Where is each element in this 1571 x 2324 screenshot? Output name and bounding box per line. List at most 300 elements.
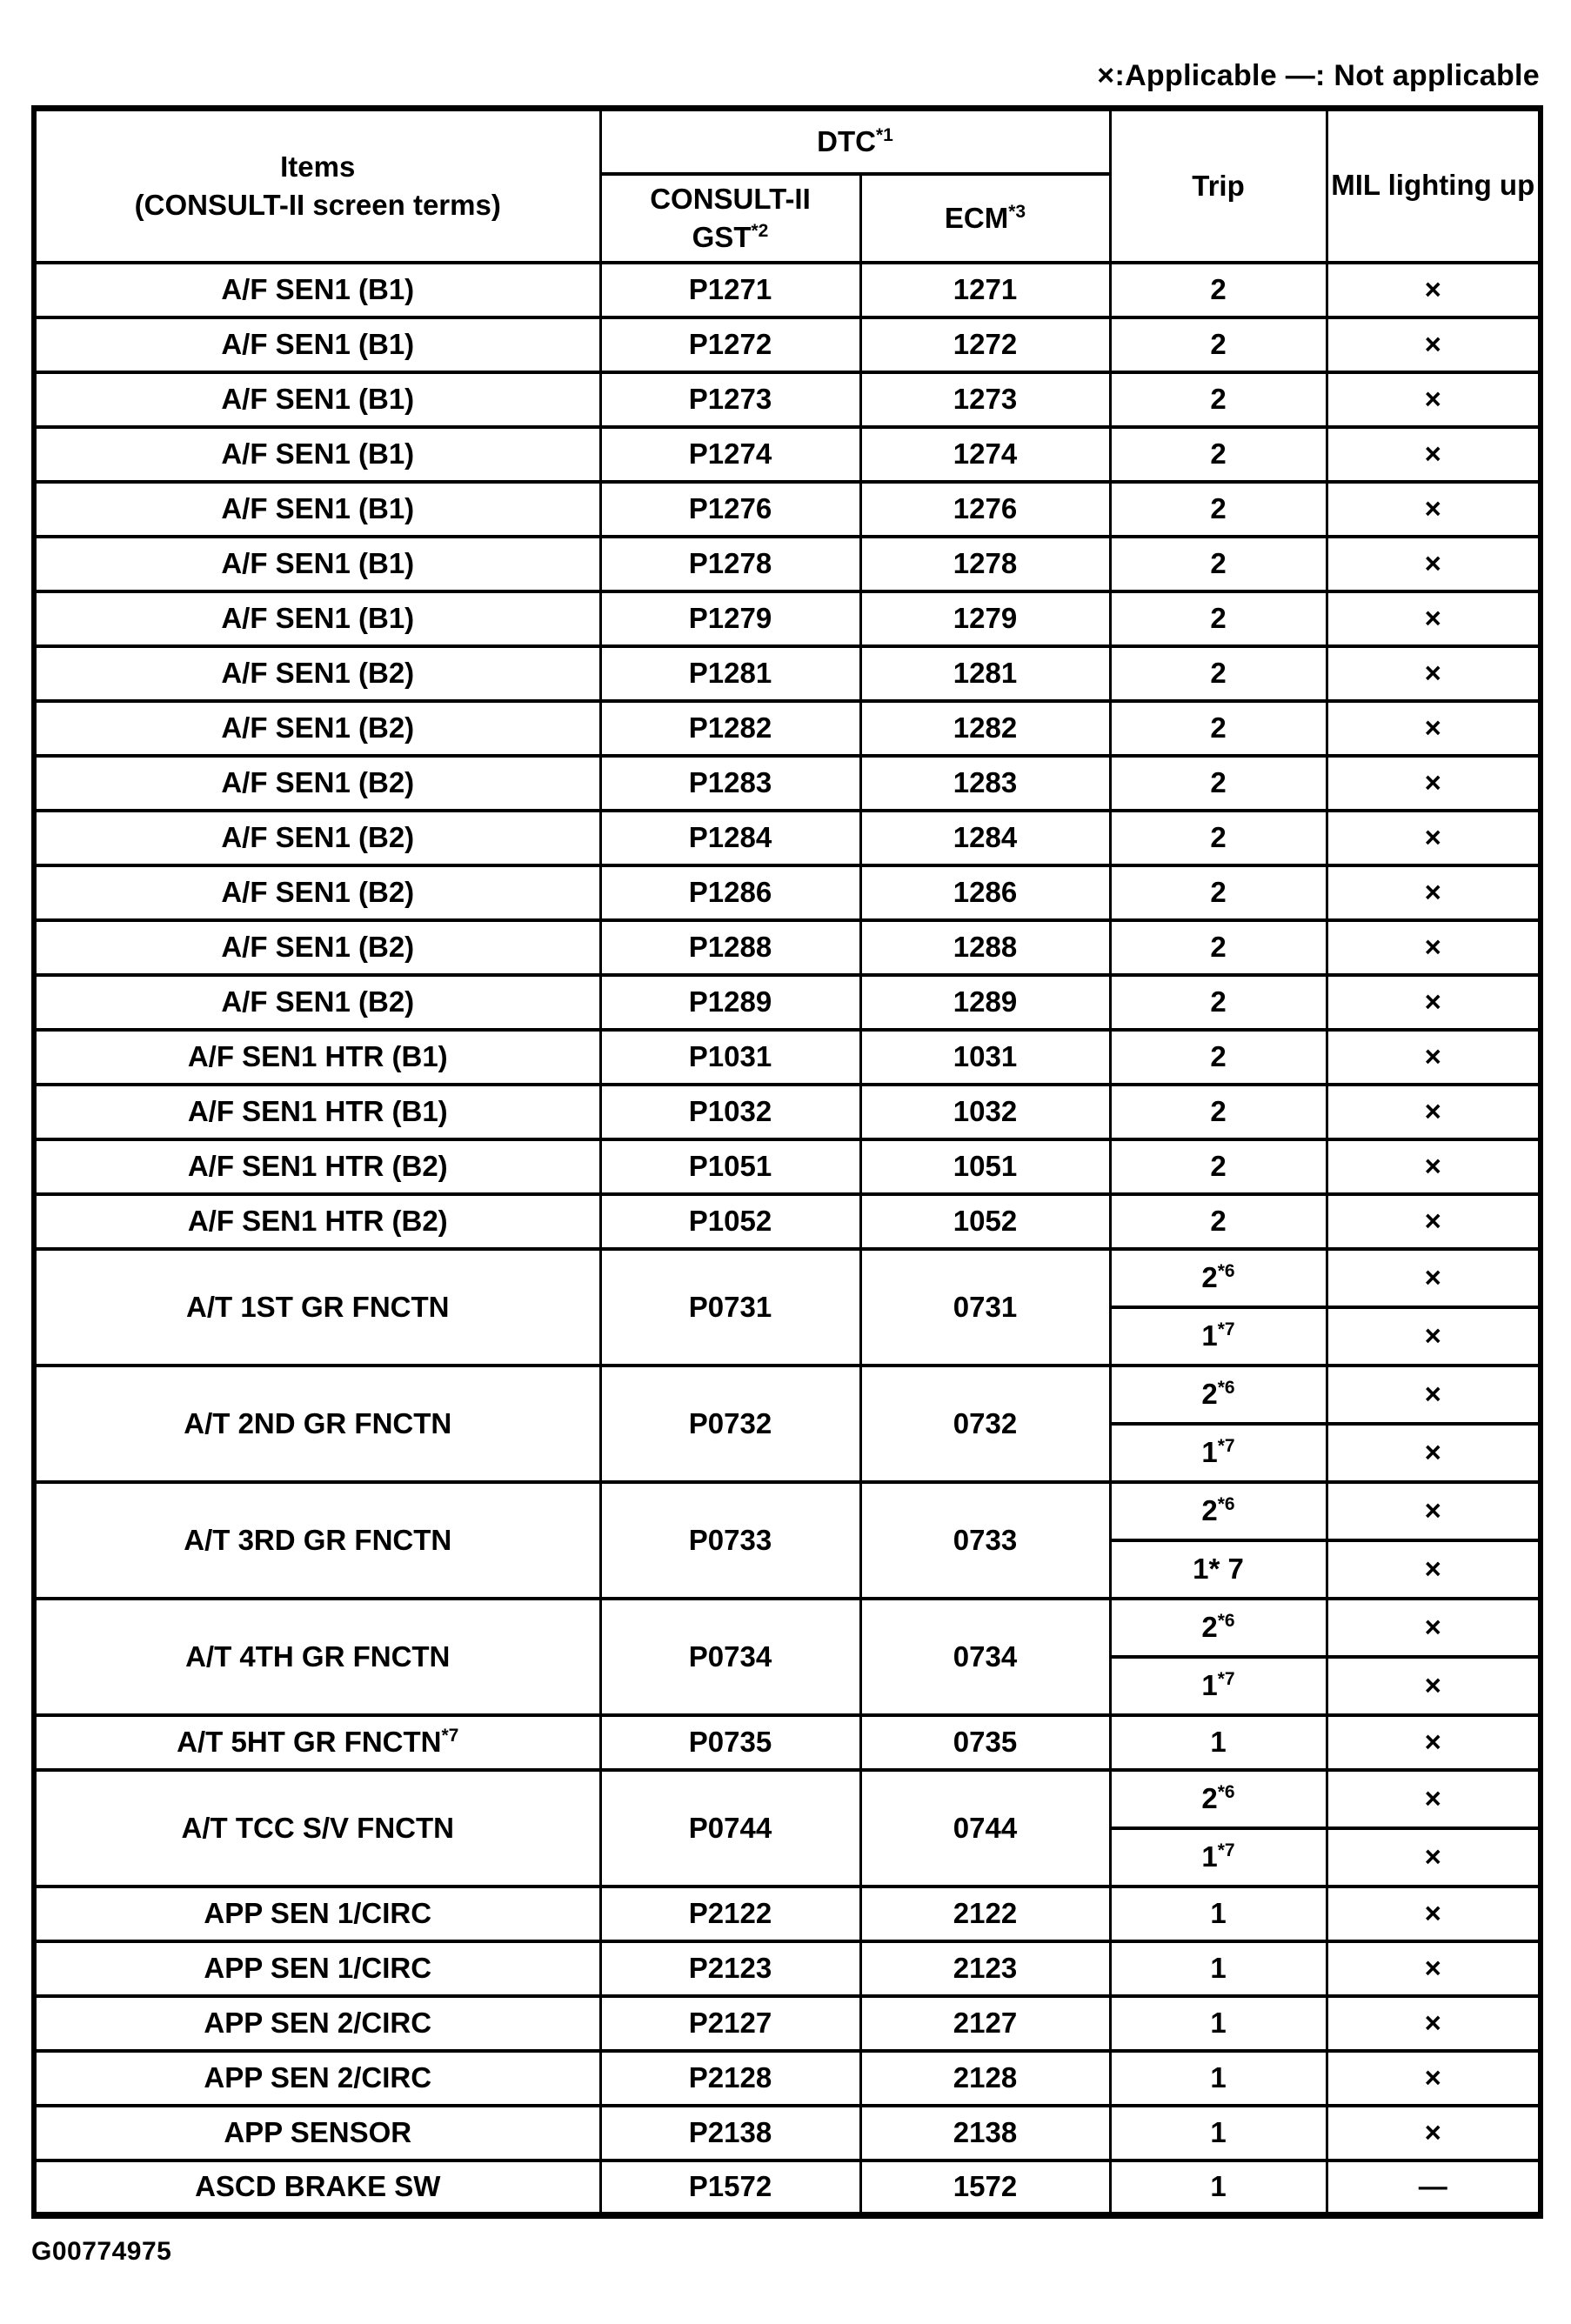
- trip-value: 2: [1201, 1782, 1218, 1814]
- gst-code-cell: [600, 591, 860, 646]
- trip-cell: [1110, 1249, 1327, 1307]
- gst-code-cell: [600, 1599, 860, 1715]
- mil-cell: [1327, 1941, 1541, 1996]
- gst-code-cell: [600, 1482, 860, 1599]
- mil-cell: [1327, 1715, 1541, 1770]
- table-row: [34, 2106, 1541, 2160]
- mil-value: ×: [1424, 2061, 1441, 2094]
- ecm-code: 1274: [953, 437, 1018, 470]
- mil-value: ×: [1424, 602, 1441, 634]
- ecm-code-cell: [860, 646, 1110, 701]
- ecm-code-cell: [860, 1770, 1110, 1887]
- trip-cell: [1110, 537, 1327, 591]
- item-cell: [34, 1887, 600, 1941]
- trip-cell: [1110, 865, 1327, 920]
- trip-value: 2: [1210, 931, 1227, 963]
- ecm-code-cell: [860, 1941, 1110, 1996]
- gst-code-cell: [600, 427, 860, 482]
- table-row: [34, 591, 1541, 646]
- item-cell: [34, 1249, 600, 1366]
- item-label: A/T 3RD GR FNCTN: [184, 1523, 452, 1556]
- mil-value: ×: [1424, 2007, 1441, 2039]
- mil-cell: [1327, 2106, 1541, 2160]
- item-cell: [34, 372, 600, 427]
- item-label: A/T 2ND GR FNCTN: [184, 1406, 452, 1439]
- trip-footnote: *7: [1217, 1669, 1235, 1689]
- mil-cell: [1327, 1482, 1541, 1540]
- item-cell: [34, 1770, 600, 1887]
- item-label: APP SEN 2/CIRC: [204, 2061, 432, 2094]
- header-row-1: [34, 109, 1541, 174]
- item-cell: [34, 1996, 600, 2051]
- trip-cell: [1110, 1139, 1327, 1194]
- ecm-code: 1273: [953, 383, 1018, 415]
- trip-cell: [1110, 811, 1327, 865]
- gst-code-cell: [600, 537, 860, 591]
- mil-value: ×: [1424, 1897, 1441, 1929]
- ecm-code: 2138: [953, 2116, 1018, 2148]
- gst-code: P0744: [688, 1811, 772, 1844]
- table-row: [34, 646, 1541, 701]
- ecm-code-cell: [860, 701, 1110, 756]
- mil-value: ×: [1424, 1378, 1441, 1410]
- item-cell: [34, 1194, 600, 1249]
- ecm-code: 1286: [953, 876, 1018, 908]
- ecm-code-cell: [860, 975, 1110, 1030]
- item-label: A/F SEN1 (B1): [221, 328, 415, 360]
- item-label: APP SEN 2/CIRC: [204, 2007, 432, 2039]
- mil-value: —: [1418, 2170, 1447, 2202]
- trip-value: 2: [1210, 1040, 1227, 1072]
- header-dtc-label: DTC: [817, 124, 876, 157]
- mil-value: ×: [1424, 985, 1441, 1018]
- item-label: A/F SEN1 (B1): [221, 492, 415, 524]
- ecm-code-cell: [860, 811, 1110, 865]
- mil-value: ×: [1424, 1494, 1441, 1526]
- ecm-code-cell: [860, 427, 1110, 482]
- trip-footnote: *6: [1217, 1378, 1235, 1398]
- gst-code: P1278: [688, 547, 772, 579]
- mil-cell: [1327, 756, 1541, 811]
- item-cell: [34, 756, 600, 811]
- ecm-code: 1283: [953, 766, 1018, 798]
- trip-value: 1: [1210, 1726, 1227, 1758]
- item-label: A/F SEN1 (B1): [221, 602, 415, 634]
- gst-code-cell: [600, 975, 860, 1030]
- table-row: [34, 1139, 1541, 1194]
- ecm-code-cell: [860, 920, 1110, 975]
- table-row: [34, 482, 1541, 537]
- mil-value: ×: [1424, 1726, 1441, 1758]
- mil-value: ×: [1424, 876, 1441, 908]
- item-label: A/T 4TH GR FNCTN: [185, 1639, 451, 1673]
- trip-cell: [1110, 591, 1327, 646]
- mil-cell: [1327, 2051, 1541, 2106]
- gst-code-cell: [600, 317, 860, 372]
- mil-value: ×: [1424, 1150, 1441, 1182]
- item-cell: [34, 1030, 600, 1085]
- trip-cell: [1110, 1657, 1327, 1715]
- trip-cell: [1110, 2106, 1327, 2160]
- trip-cell: [1110, 2051, 1327, 2106]
- item-cell: [34, 975, 600, 1030]
- mil-value: ×: [1424, 1782, 1441, 1814]
- trip-value: 1: [1201, 1319, 1218, 1352]
- trip-cell: [1110, 646, 1327, 701]
- trip-cell: [1110, 372, 1327, 427]
- ecm-code-cell: [860, 1249, 1110, 1366]
- ecm-code-cell: [860, 1194, 1110, 1249]
- trip-cell: [1110, 1941, 1327, 1996]
- trip-value: 2: [1210, 1205, 1227, 1237]
- trip-value: 1: [1210, 1952, 1227, 1984]
- gst-code: P1572: [688, 2170, 772, 2202]
- ecm-code-cell: [860, 1599, 1110, 1715]
- trip-cell: [1110, 756, 1327, 811]
- mil-cell: [1327, 1030, 1541, 1085]
- table-row: [34, 317, 1541, 372]
- gst-code-cell: [600, 372, 860, 427]
- trip-cell: [1110, 1996, 1327, 2051]
- gst-code: P0732: [688, 1406, 772, 1439]
- gst-code: P1032: [688, 1095, 772, 1127]
- mil-value: ×: [1424, 1553, 1441, 1585]
- gst-code-cell: [600, 646, 860, 701]
- trip-footnote: *6: [1217, 1261, 1235, 1281]
- trip-value: 2: [1201, 1261, 1218, 1293]
- trip-cell: [1110, 1770, 1327, 1828]
- trip-value: 2: [1210, 1095, 1227, 1127]
- trip-value: 2: [1210, 273, 1227, 305]
- trip-cell: [1110, 1828, 1327, 1887]
- ecm-code: 0744: [953, 1811, 1018, 1844]
- trip-cell: [1110, 920, 1327, 975]
- item-label: APP SEN 1/CIRC: [204, 1897, 432, 1929]
- mil-value: ×: [1424, 328, 1441, 360]
- item-label: A/F SEN1 (B2): [221, 821, 415, 853]
- item-cell: [34, 263, 600, 317]
- mil-value: ×: [1424, 1205, 1441, 1237]
- item-label: APP SENSOR: [224, 2116, 412, 2148]
- mil-cell: [1327, 1657, 1541, 1715]
- gst-code: P1271: [688, 273, 772, 305]
- gst-code-cell: [600, 1996, 860, 2051]
- gst-code-cell: [600, 1194, 860, 1249]
- trip-value: 2: [1210, 985, 1227, 1018]
- ecm-code-cell: [860, 372, 1110, 427]
- trip-value: 2: [1210, 437, 1227, 470]
- ecm-code: 1288: [953, 931, 1018, 963]
- gst-code: P0733: [688, 1523, 772, 1556]
- trip-footnote: *7: [1217, 1319, 1235, 1339]
- trip-value: 2: [1201, 1611, 1218, 1643]
- mil-value: ×: [1424, 1611, 1441, 1643]
- gst-code: P1276: [688, 492, 772, 524]
- trip-cell: [1110, 1307, 1327, 1366]
- mil-value: ×: [1424, 547, 1441, 579]
- trip-cell: [1110, 1366, 1327, 1424]
- item-label: A/F SEN1 (B2): [221, 876, 415, 908]
- mil-value: ×: [1424, 1952, 1441, 1984]
- trip-cell: [1110, 2160, 1327, 2215]
- gst-code: P1273: [688, 383, 772, 415]
- gst-code: P2128: [688, 2061, 772, 2094]
- item-cell: [34, 537, 600, 591]
- table-row: [34, 1194, 1541, 1249]
- table-row: [34, 1085, 1541, 1139]
- item-cell: [34, 920, 600, 975]
- trip-cell: [1110, 1540, 1327, 1599]
- item-label: A/F SEN1 (B1): [221, 437, 415, 470]
- header-gst-label: GST: [692, 220, 752, 253]
- trip-cell: [1110, 701, 1327, 756]
- gst-code-cell: [600, 920, 860, 975]
- item-label: A/F SEN1 (B2): [221, 985, 415, 1018]
- gst-code: P1284: [688, 821, 772, 853]
- ecm-code-cell: [860, 482, 1110, 537]
- mil-value: ×: [1424, 1095, 1441, 1127]
- trip-footnote: *6: [1217, 1494, 1235, 1514]
- trip-value: 2: [1210, 383, 1227, 415]
- mil-value: ×: [1424, 1840, 1441, 1873]
- gst-code: P1279: [688, 602, 772, 634]
- item-cell: [34, 811, 600, 865]
- gst-code: P2123: [688, 1952, 772, 1984]
- item-label: A/F SEN1 (B2): [221, 766, 415, 798]
- ecm-code: 1281: [953, 657, 1018, 689]
- trip-value: 1: [1201, 1840, 1218, 1873]
- mil-cell: [1327, 646, 1541, 701]
- ecm-code-cell: [860, 1139, 1110, 1194]
- ecm-code-cell: [860, 1085, 1110, 1139]
- gst-code-cell: [600, 1366, 860, 1482]
- trip-footnote: *7: [1217, 1840, 1235, 1860]
- header-dtc: [600, 109, 1110, 174]
- item-cell: [34, 701, 600, 756]
- gst-code: P2122: [688, 1897, 772, 1929]
- trip-cell: [1110, 1085, 1327, 1139]
- gst-code-cell: [600, 701, 860, 756]
- table-row: [34, 427, 1541, 482]
- ecm-code: 0733: [953, 1523, 1018, 1556]
- table-row: [34, 811, 1541, 865]
- table-row: [34, 756, 1541, 811]
- gst-code: P1051: [688, 1150, 772, 1182]
- item-cell: [34, 1482, 600, 1599]
- item-cell: [34, 2160, 600, 2215]
- trip-value: 2: [1210, 492, 1227, 524]
- ecm-code: 1289: [953, 985, 1018, 1018]
- mil-value: ×: [1424, 273, 1441, 305]
- table-row: [34, 1599, 1541, 1657]
- mil-value: ×: [1424, 1261, 1441, 1293]
- gst-code: P1283: [688, 766, 772, 798]
- trip-cell: [1110, 1715, 1327, 1770]
- mil-cell: [1327, 372, 1541, 427]
- mil-cell: [1327, 865, 1541, 920]
- table-row: [34, 537, 1541, 591]
- table-row: [34, 920, 1541, 975]
- mil-cell: [1327, 1770, 1541, 1828]
- trip-value: 2: [1210, 547, 1227, 579]
- ecm-code: 1279: [953, 602, 1018, 634]
- ecm-code: 1271: [953, 273, 1018, 305]
- ecm-code-cell: [860, 756, 1110, 811]
- trip-cell: [1110, 482, 1327, 537]
- header-consult-gst: [600, 174, 860, 263]
- item-label: ASCD BRAKE SW: [195, 2170, 441, 2202]
- trip-value: 1: [1201, 1669, 1218, 1701]
- legend-note: ×:Applicable —: Not applicable: [1097, 59, 1540, 92]
- trip-cell: [1110, 1194, 1327, 1249]
- gst-code-cell: [600, 2160, 860, 2215]
- ecm-code: 2128: [953, 2061, 1018, 2094]
- mil-value: ×: [1424, 1669, 1441, 1701]
- table-header: [34, 109, 1541, 263]
- gst-code: P2127: [688, 2007, 772, 2039]
- gst-code: P1274: [688, 437, 772, 470]
- item-label: A/F SEN1 (B2): [221, 931, 415, 963]
- header-mil: MIL lighting up: [1327, 109, 1541, 263]
- table-row: [34, 1030, 1541, 1085]
- ecm-code-cell: [860, 1887, 1110, 1941]
- ecm-code: 1278: [953, 547, 1018, 579]
- trip-cell: [1110, 975, 1327, 1030]
- gst-code-cell: [600, 811, 860, 865]
- item-label: A/F SEN1 HTR (B1): [187, 1095, 448, 1127]
- item-label: A/F SEN1 (B1): [221, 547, 415, 579]
- gst-code-cell: [600, 1030, 860, 1085]
- item-cell: [34, 317, 600, 372]
- mil-value: ×: [1424, 437, 1441, 470]
- ecm-code: 1052: [953, 1205, 1018, 1237]
- header-items-line2: (CONSULT-II screen terms): [134, 188, 501, 221]
- mil-cell: [1327, 1249, 1541, 1307]
- item-cell: [34, 2051, 600, 2106]
- gst-code-cell: [600, 482, 860, 537]
- ecm-code-cell: [860, 1482, 1110, 1599]
- mil-cell: [1327, 1307, 1541, 1366]
- dtc-table-body: [34, 263, 1541, 2215]
- trip-value: 2: [1210, 711, 1227, 744]
- table-row: [34, 1996, 1541, 2051]
- trip-footnote: *6: [1217, 1611, 1235, 1631]
- ecm-code: 1031: [953, 1040, 1018, 1072]
- mil-cell: [1327, 811, 1541, 865]
- trip-cell: [1110, 317, 1327, 372]
- gst-code-cell: [600, 2051, 860, 2106]
- mil-cell: [1327, 1194, 1541, 1249]
- table-row: [34, 975, 1541, 1030]
- item-cell: [34, 1366, 600, 1482]
- header-gst-footnote: *2: [751, 220, 769, 241]
- trip-cell: [1110, 1599, 1327, 1657]
- header-gst-line2: [602, 218, 859, 257]
- mil-cell: [1327, 427, 1541, 482]
- table-row: [34, 1482, 1541, 1540]
- trip-cell: [1110, 1030, 1327, 1085]
- item-label: A/F SEN1 (B1): [221, 273, 415, 305]
- item-cell: [34, 1599, 600, 1715]
- item-cell: [34, 591, 600, 646]
- gst-code: P1289: [688, 985, 772, 1018]
- item-label: A/T 1ST GR FNCTN: [186, 1290, 450, 1323]
- ecm-code-cell: [860, 1030, 1110, 1085]
- item-cell: [34, 427, 600, 482]
- mil-value: ×: [1424, 657, 1441, 689]
- trip-value: 1: [1210, 2116, 1227, 2148]
- gst-code: P1288: [688, 931, 772, 963]
- mil-cell: [1327, 591, 1541, 646]
- mil-cell: [1327, 1996, 1541, 2051]
- mil-cell: [1327, 1887, 1541, 1941]
- mil-cell: [1327, 920, 1541, 975]
- table-row: [34, 865, 1541, 920]
- trip-cell: [1110, 1887, 1327, 1941]
- gst-code: P0731: [688, 1290, 772, 1323]
- ecm-code: 2127: [953, 2007, 1018, 2039]
- trip-value: 2: [1210, 1150, 1227, 1182]
- item-label: A/F SEN1 HTR (B2): [187, 1205, 448, 1237]
- ecm-code: 1276: [953, 492, 1018, 524]
- mil-cell: [1327, 1366, 1541, 1424]
- item-label: A/T TCC S/V FNCTN: [181, 1811, 454, 1844]
- header-ecm: [860, 174, 1110, 263]
- trip-value: 2: [1210, 876, 1227, 908]
- mil-value: ×: [1424, 1319, 1441, 1352]
- ecm-code-cell: [860, 2160, 1110, 2215]
- gst-code: P1052: [688, 1205, 772, 1237]
- trip-value: 2: [1210, 657, 1227, 689]
- item-cell: [34, 1715, 600, 1770]
- trip-value: 2: [1210, 821, 1227, 853]
- gst-code: P2138: [688, 2116, 772, 2148]
- figure-code: G00774975: [31, 2237, 172, 2266]
- item-footnote: *7: [441, 1726, 459, 1746]
- mil-cell: [1327, 537, 1541, 591]
- trip-value: 1* 7: [1193, 1553, 1244, 1585]
- ecm-code-cell: [860, 2106, 1110, 2160]
- header-items: [34, 109, 600, 263]
- table-row: [34, 1366, 1541, 1424]
- ecm-code-cell: [860, 317, 1110, 372]
- mil-cell: [1327, 1139, 1541, 1194]
- ecm-code: 1284: [953, 821, 1018, 853]
- gst-code-cell: [600, 1941, 860, 1996]
- header-ecm-footnote: *3: [1008, 201, 1026, 222]
- ecm-code: 0734: [953, 1639, 1018, 1673]
- table-row: [34, 263, 1541, 317]
- mil-cell: [1327, 1599, 1541, 1657]
- ecm-code: 0735: [953, 1726, 1018, 1758]
- gst-code-cell: [600, 2106, 860, 2160]
- table-row: [34, 1887, 1541, 1941]
- gst-code: P1272: [688, 328, 772, 360]
- mil-cell: [1327, 975, 1541, 1030]
- ecm-code: 0732: [953, 1406, 1018, 1439]
- mil-cell: [1327, 701, 1541, 756]
- gst-code-cell: [600, 1715, 860, 1770]
- ecm-code-cell: [860, 1996, 1110, 2051]
- item-cell: [34, 646, 600, 701]
- header-consult-line1: CONSULT-II: [650, 182, 811, 215]
- table-row: [34, 1770, 1541, 1828]
- ecm-code: 1282: [953, 711, 1018, 744]
- gst-code: P1286: [688, 876, 772, 908]
- gst-code-cell: [600, 865, 860, 920]
- trip-value: 2: [1210, 328, 1227, 360]
- item-cell: [34, 2106, 600, 2160]
